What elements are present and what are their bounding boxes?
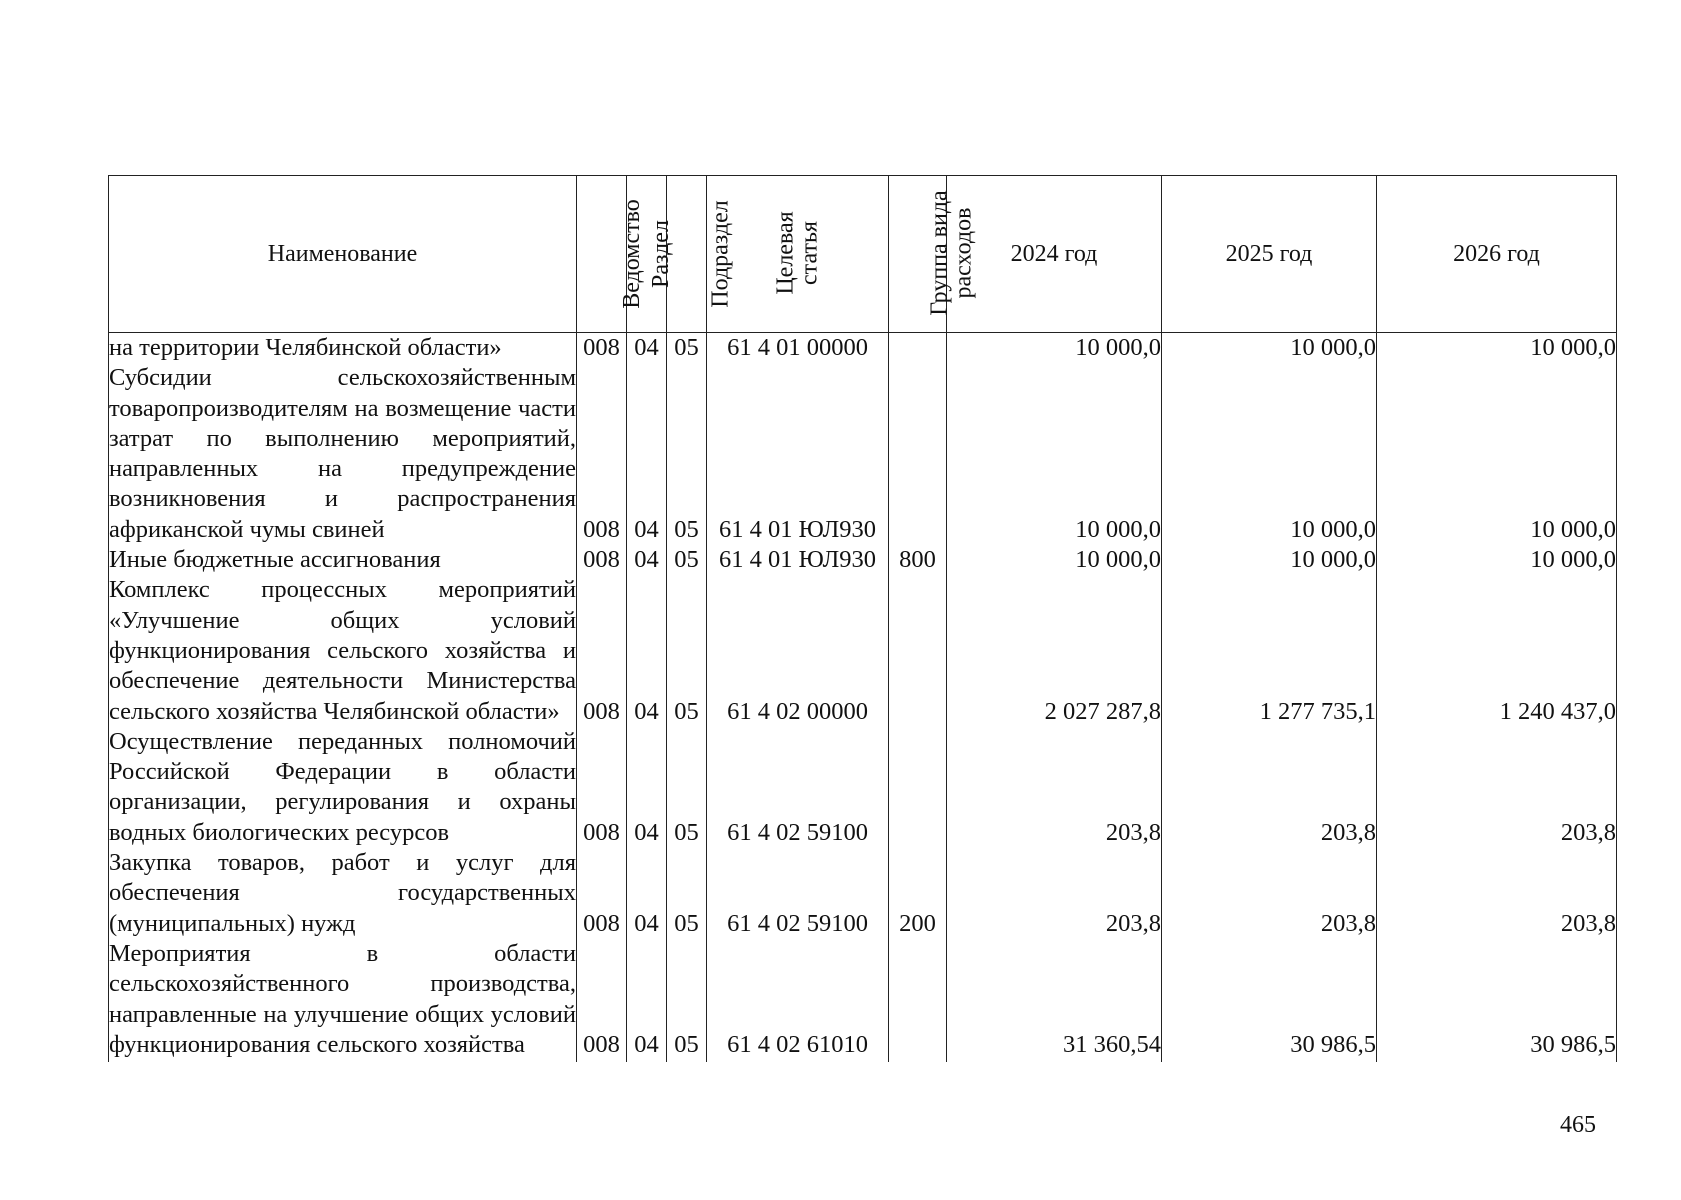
row-gruppa xyxy=(889,939,947,1062)
header-year-2024: 2024 год xyxy=(947,176,1162,333)
header-gruppa-vida-raskhodov: Группа вида расходов xyxy=(889,176,947,333)
row-2025: 203,8 xyxy=(1162,848,1377,939)
row-gruppa xyxy=(889,363,947,545)
row-name: Иные бюджетные ассигнования xyxy=(109,545,577,575)
row-razdel: 04 xyxy=(627,848,667,939)
header-year-2026: 2026 год xyxy=(1377,176,1617,333)
row-2025: 10 000,0 xyxy=(1162,545,1377,575)
row-podrazdel: 05 xyxy=(667,363,707,545)
row-2025: 30 986,5 xyxy=(1162,939,1377,1062)
row-celevaya-statya: 61 4 01 00000 xyxy=(707,333,889,364)
row-razdel: 04 xyxy=(627,727,667,848)
table-row xyxy=(109,575,1617,726)
row-podrazdel: 05 xyxy=(667,545,707,575)
row-podrazdel: 05 xyxy=(667,727,707,848)
row-celevaya-statya: 61 4 02 61010 xyxy=(707,939,889,1062)
row-celevaya-statya: 61 4 01 ЮЛ930 xyxy=(707,363,889,545)
header-celevaya-statya: Целевая статья xyxy=(707,176,889,333)
header-name: Наименование xyxy=(109,176,577,333)
row-2024: 10 000,0 xyxy=(947,545,1162,575)
page-number: 465 xyxy=(1560,1112,1596,1138)
row-vedomstvo: 008 xyxy=(577,545,627,575)
row-celevaya-statya: 61 4 01 ЮЛ930 xyxy=(707,545,889,575)
row-celevaya-statya: 61 4 02 00000 xyxy=(707,575,889,726)
row-vedomstvo: 008 xyxy=(577,727,627,848)
row-vedomstvo: 008 xyxy=(577,939,627,1062)
row-2025: 10 000,0 xyxy=(1162,363,1377,545)
row-celevaya-statya: 61 4 02 59100 xyxy=(707,727,889,848)
row-name: Закупка товаров, работ и услуг для обеспечения государственных (муниципальных) нужд xyxy=(109,848,577,939)
row-2026: 203,8 xyxy=(1377,727,1617,848)
row-gruppa xyxy=(889,575,947,726)
table-row xyxy=(109,545,1617,575)
row-name: Мероприятия в области сельскохозяйственного производства, направленные на улучшение общих условий функционирования сельского хозяйства xyxy=(109,939,577,1062)
row-razdel: 04 xyxy=(627,363,667,545)
row-gruppa: 800 xyxy=(889,545,947,575)
row-2024: 10 000,0 xyxy=(947,363,1162,545)
row-2025: 1 277 735,1 xyxy=(1162,575,1377,726)
row-razdel: 04 xyxy=(627,939,667,1062)
row-2026: 203,8 xyxy=(1377,848,1617,939)
row-2024: 10 000,0 xyxy=(947,333,1162,364)
row-vedomstvo: 008 xyxy=(577,575,627,726)
row-podrazdel: 05 xyxy=(667,848,707,939)
table-row xyxy=(109,363,1617,545)
table-row xyxy=(109,939,1617,1062)
row-vedomstvo: 008 xyxy=(577,848,627,939)
table-row xyxy=(109,848,1617,939)
table-header-row xyxy=(109,176,1617,333)
row-razdel: 04 xyxy=(627,333,667,364)
row-podrazdel: 05 xyxy=(667,333,707,364)
row-vedomstvo: 008 xyxy=(577,333,627,364)
header-podrazdel: Подраздел xyxy=(667,176,707,333)
row-2026: 10 000,0 xyxy=(1377,333,1617,364)
row-razdel: 04 xyxy=(627,575,667,726)
row-razdel: 04 xyxy=(627,545,667,575)
budget-table-container xyxy=(108,175,1616,1062)
row-gruppa xyxy=(889,727,947,848)
row-2024: 31 360,54 xyxy=(947,939,1162,1062)
table-row xyxy=(109,333,1617,364)
row-name: на территории Челябинской области» xyxy=(109,333,577,364)
row-2024: 203,8 xyxy=(947,727,1162,848)
row-name: Комплекс процессных мероприятий «Улучшение общих условий функционирования сельского хозяйства и обеспечение деятельности Министерства сельского хозяйства Челябинской области» xyxy=(109,575,577,726)
row-2024: 203,8 xyxy=(947,848,1162,939)
row-2026: 10 000,0 xyxy=(1377,363,1617,545)
row-2025: 203,8 xyxy=(1162,727,1377,848)
row-name: Осуществление переданных полномочий Российской Федерации в области организации, регулирования и охраны водных биологических ресурсов xyxy=(109,727,577,848)
budget-table xyxy=(108,175,1617,1062)
row-celevaya-statya: 61 4 02 59100 xyxy=(707,848,889,939)
row-2026: 30 986,5 xyxy=(1377,939,1617,1062)
header-vedomstvo: Ведомство xyxy=(577,176,627,333)
row-2025: 10 000,0 xyxy=(1162,333,1377,364)
row-podrazdel: 05 xyxy=(667,939,707,1062)
row-podrazdel: 05 xyxy=(667,575,707,726)
row-2024: 2 027 287,8 xyxy=(947,575,1162,726)
header-razdel: Раздел xyxy=(627,176,667,333)
row-vedomstvo: 008 xyxy=(577,363,627,545)
header-year-2025: 2025 год xyxy=(1162,176,1377,333)
row-2026: 1 240 437,0 xyxy=(1377,575,1617,726)
row-gruppa xyxy=(889,333,947,364)
table-row xyxy=(109,727,1617,848)
row-gruppa: 200 xyxy=(889,848,947,939)
row-2026: 10 000,0 xyxy=(1377,545,1617,575)
row-name: Субсидии сельскохозяйственным товаропроизводителям на возмещение части затрат по выполнению мероприятий, направленных на предупреждение возникновения и распространения африканской чумы свиней xyxy=(109,363,577,545)
